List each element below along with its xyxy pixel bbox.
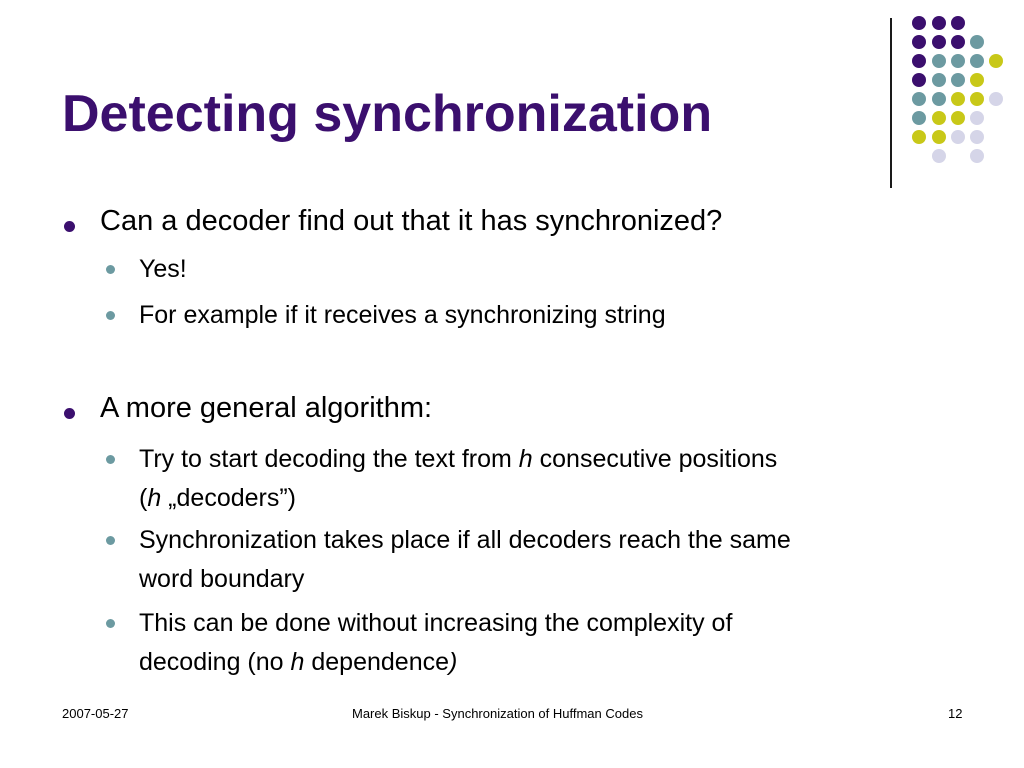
dot	[951, 111, 965, 125]
sub-bullet-text	[139, 521, 979, 599]
sub-bullet-marker	[106, 619, 115, 628]
text-run: consecutive positions	[532, 445, 778, 473]
text-run: This can be done without increasing the complexity of	[139, 609, 733, 637]
footer-title: Marek Biskup - Synchronization of Huffman Codes	[352, 706, 643, 721]
footer-date: 2007-05-27	[62, 706, 129, 721]
bullet-marker	[64, 221, 75, 232]
bullet-text: Can a decoder find out that it has synchronized?	[100, 205, 723, 237]
bullet-text: A more general algorithm:	[100, 392, 433, 424]
dot	[970, 73, 984, 87]
sub-bullet-marker	[106, 536, 115, 545]
dot	[989, 54, 1003, 68]
sub-bullet-text: For example if it receives a synchronizing string	[139, 301, 666, 329]
dot	[951, 35, 965, 49]
text-run: )	[449, 648, 458, 676]
dot	[932, 73, 946, 87]
dot	[912, 35, 926, 49]
sub-bullet-text	[139, 604, 979, 682]
dot	[951, 16, 965, 30]
italic-variable: h	[518, 445, 533, 473]
dot	[932, 111, 946, 125]
sub-bullet-marker	[106, 311, 115, 320]
text-run: word boundary	[139, 565, 305, 593]
italic-variable: h	[147, 484, 162, 512]
text-run: „decoders”)	[161, 484, 296, 512]
sub-bullet-marker	[106, 455, 115, 464]
dot	[912, 73, 926, 87]
dot	[970, 111, 984, 125]
dot	[970, 54, 984, 68]
dot	[951, 130, 965, 144]
dot	[912, 92, 926, 106]
dot	[912, 54, 926, 68]
dot	[932, 16, 946, 30]
dot	[951, 54, 965, 68]
sub-bullet-text: Yes!	[139, 255, 187, 283]
text-run: dependence	[304, 648, 450, 676]
sub-bullet-text	[139, 440, 979, 518]
dot	[970, 35, 984, 49]
dot	[912, 111, 926, 125]
dot	[932, 130, 946, 144]
vertical-divider	[890, 18, 892, 188]
dot	[912, 130, 926, 144]
slide-title: Detecting synchronization	[62, 85, 713, 143]
bullet-marker	[64, 408, 75, 419]
dot	[912, 16, 926, 30]
text-run: Try to start decoding the text from	[139, 445, 519, 473]
dot	[970, 149, 984, 163]
dot	[932, 35, 946, 49]
dot	[932, 92, 946, 106]
dot	[932, 149, 946, 163]
text-run: (	[139, 484, 148, 512]
sub-bullet-marker	[106, 265, 115, 274]
italic-variable: h	[290, 648, 305, 676]
text-run: decoding (no	[139, 648, 291, 676]
dot	[951, 73, 965, 87]
page-number: 12	[948, 706, 963, 721]
text-run: Synchronization takes place if all decoders reach the same	[139, 526, 791, 554]
dot	[932, 54, 946, 68]
dot	[970, 130, 984, 144]
dot	[989, 92, 1003, 106]
dot	[970, 92, 984, 106]
dot	[951, 92, 965, 106]
